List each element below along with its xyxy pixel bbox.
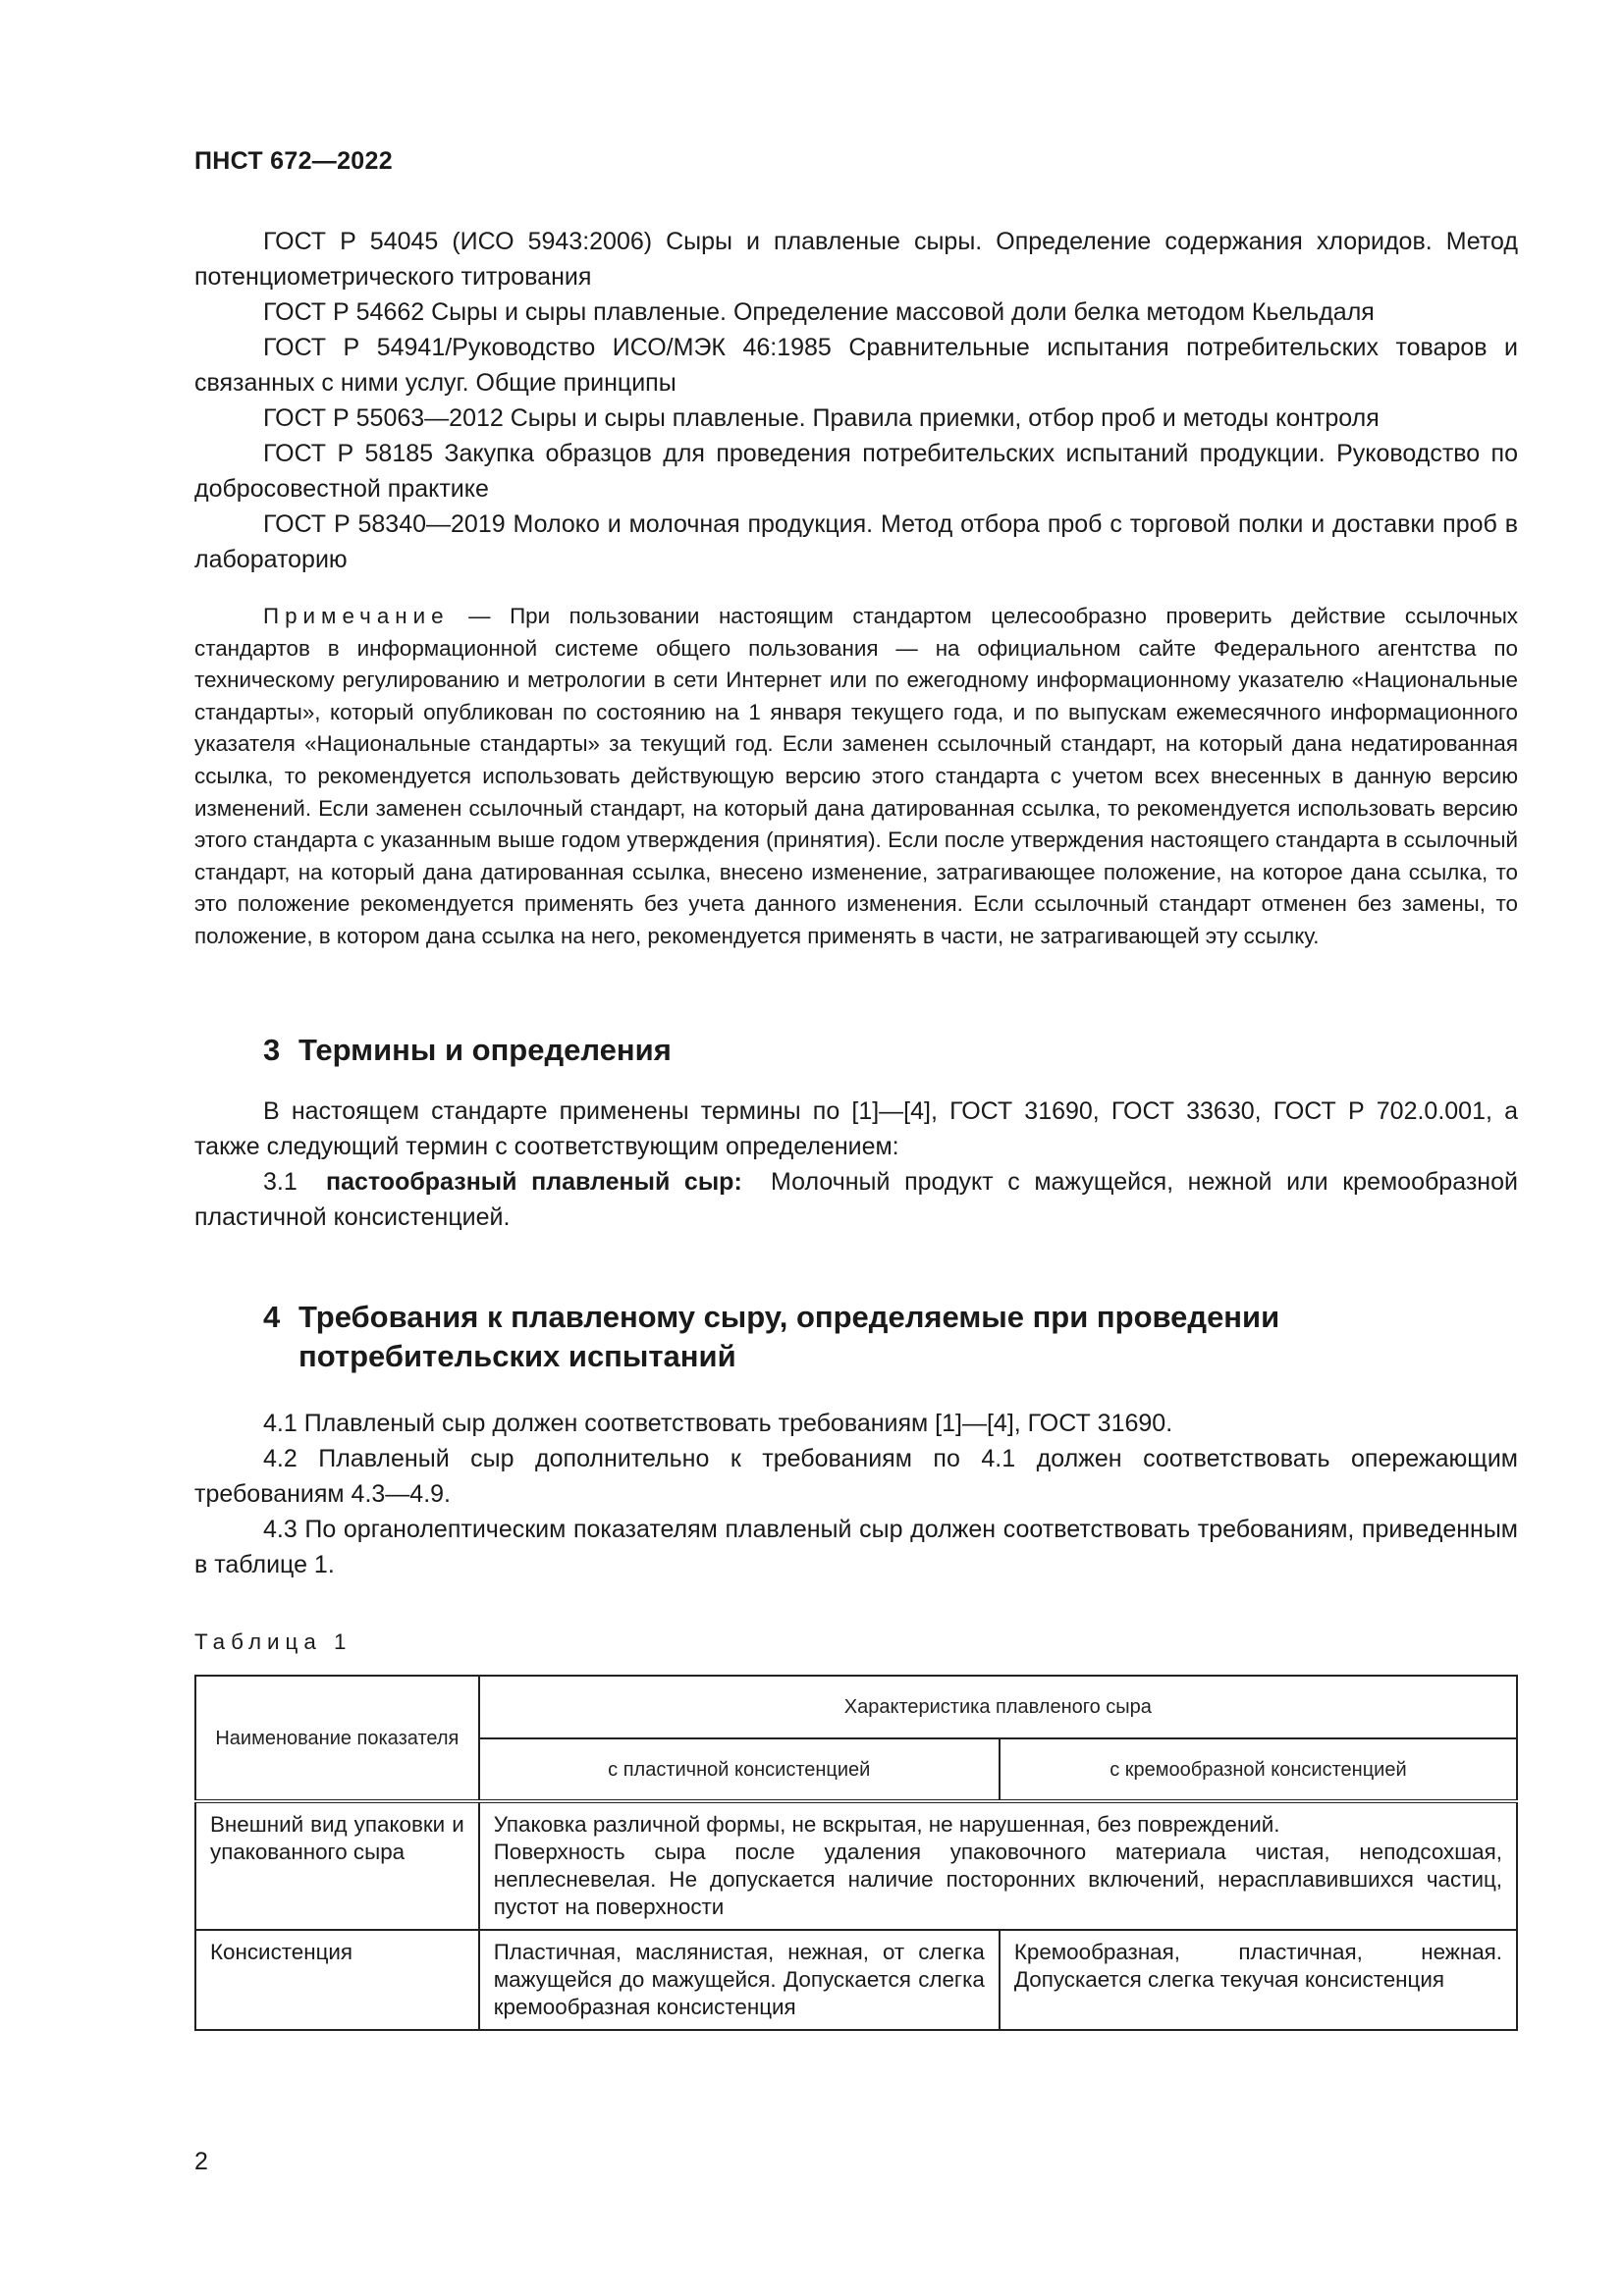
- section-3-title: Термины и определения: [298, 1033, 672, 1067]
- table-header-plastic: с пластичной консистенцией: [479, 1738, 1000, 1801]
- table-header-indicator: Наименование показателя: [195, 1676, 479, 1801]
- table-row: [195, 1930, 1517, 2030]
- note-label: Примечание: [263, 604, 450, 628]
- section-4-body: [194, 1406, 1518, 1582]
- note-text: — При пользовании настоящим стандартом целесообразно проверить действие ссылочных стандартов в информационной системе общего пользования — на официальном сайте Федерального агентства по техническому регулированию и метрологии в сети Интернет или по ежегодному информационному указателю «Национальные стандарты», который опубликован по состоянию на 1 января текущего года, и по выпускам ежемесячного информационного указателя «Национальные стандарты» за текущий год. Если заменен ссылочный стандарт, на который дана недатированная ссылка, то рекомендуется использовать действующую версию этого стандарта с учетом всех внесенных в данную версию изменений. Если заменен ссылочный стандарт, на который дана датированная ссылка, то рекомендуется использовать версию этого стандарта с указанным выше годом утверждения (принятия). Если после утверждения настоящего стандарта в ссылочный стандарт, на который дана датированная ссылка, внесено изменение, затрагивающее положение, на которое дана ссылка, то это положение рекомендуется применять без учета данного изменения. Если ссылочный стандарт отменен без замены, то положение, в котором дана ссылка на него, рекомендуется применять в части, не затрагивающей эту ссылку.: [194, 604, 1518, 948]
- table-header-characteristic: Характеристика плавленого сыра: [479, 1676, 1517, 1738]
- section-4-number: 4: [263, 1300, 281, 1334]
- term-number: 3.1: [263, 1168, 298, 1196]
- table-cell-merged: Упаковка различной формы, не вскрытая, не нарушенная, без повреждений. Поверхность сыра после удаления упаковочного материала чистая, неподсохшая, неплесневелая. Не допускается наличие посторонних включений, нерасплавившихся частиц, пустот на поверхности: [479, 1801, 1517, 1930]
- reference-item: ГОСТ Р 58340—2019 Молоко и молочная продукция. Метод отбора проб с торговой полки и доставки проб в лабораторию: [194, 510, 1518, 573]
- section-3-intro: В настоящем стандарте применены термины по [1]—[4], ГОСТ 31690, ГОСТ 33630, ГОСТ Р 702.0.001, а также следующий термин с соответствующим определением:: [194, 1097, 1518, 1160]
- term-name: пастообразный плавленый сыр:: [325, 1168, 742, 1196]
- table-cell-plastic: Пластичная, маслянистая, нежная, от слегка мажущейся до мажущейся. Допускается слегка кремообразная консистенция: [479, 1930, 1000, 2030]
- section-4-title-line1: Требования к плавленому сыру, определяемые при проведении: [298, 1300, 1280, 1334]
- section-4-title-line2: потребительских испытаний: [298, 1339, 736, 1373]
- reference-item: ГОСТ Р 55063—2012 Сыры и сыры плавленые. Правила приемки, отбор проб и методы контроля: [263, 404, 1380, 432]
- reference-item: ГОСТ Р 54662 Сыры и сыры плавленые. Определение массовой доли белка методом Кьельдаля: [263, 298, 1375, 326]
- section-3-heading: [263, 1031, 672, 1070]
- table-caption: Таблица 1: [194, 1629, 352, 1654]
- term-definition: [194, 1164, 1518, 1235]
- section-3-body: [194, 1094, 1518, 1235]
- term-text: Молочный продукт с мажущейся, нежной или кремообразной пластичной консистенцией.: [194, 1168, 1518, 1231]
- clause-4-2: 4.2 Плавленый сыр дополнительно к требованиям по 4.1 должен соответствовать опережающим требованиям 4.3—4.9.: [194, 1445, 1518, 1508]
- references-list: [194, 224, 1518, 577]
- table-header-creamy: с кремообразной консистенцией: [1000, 1738, 1517, 1801]
- page-number: 2: [194, 2148, 208, 2175]
- table-cell-name: Внешний вид упаковки и упакованного сыра: [195, 1801, 479, 1930]
- clause-4-1: 4.1 Плавленый сыр должен соответствовать требованиям [1]—[4], ГОСТ 31690.: [263, 1410, 1173, 1437]
- table-cell-name: Консистенция: [195, 1930, 479, 2030]
- reference-item: ГОСТ Р 54941/Руководство ИСО/МЭК 46:1985 Сравнительные испытания потребительских товаров и связанных с ними услуг. Общие принципы: [194, 334, 1518, 397]
- reference-item: ГОСТ Р 58185 Закупка образцов для проведения потребительских испытаний продукции. Руководство по добросовестной практике: [194, 440, 1518, 503]
- reference-item: ГОСТ Р 54045 (ИСО 5943:2006) Сыры и плавленые сыры. Определение содержания хлоридов. Метод потенциометрического титрования: [194, 228, 1518, 291]
- document-header: ПНСТ 672—2022: [194, 147, 393, 175]
- note-paragraph: [194, 601, 1518, 953]
- table-row: [195, 1801, 1517, 1930]
- table-1: [194, 1675, 1518, 2031]
- section-4-heading: [263, 1298, 1279, 1376]
- clause-4-3: 4.3 По органолептическим показателям плавленый сыр должен соответствовать требованиям, приведенным в таблице 1.: [194, 1516, 1518, 1578]
- section-3-number: 3: [263, 1033, 281, 1067]
- table-cell-creamy: Кремообразная, пластичная, нежная. Допускается слегка текучая консистенция: [1000, 1930, 1517, 2030]
